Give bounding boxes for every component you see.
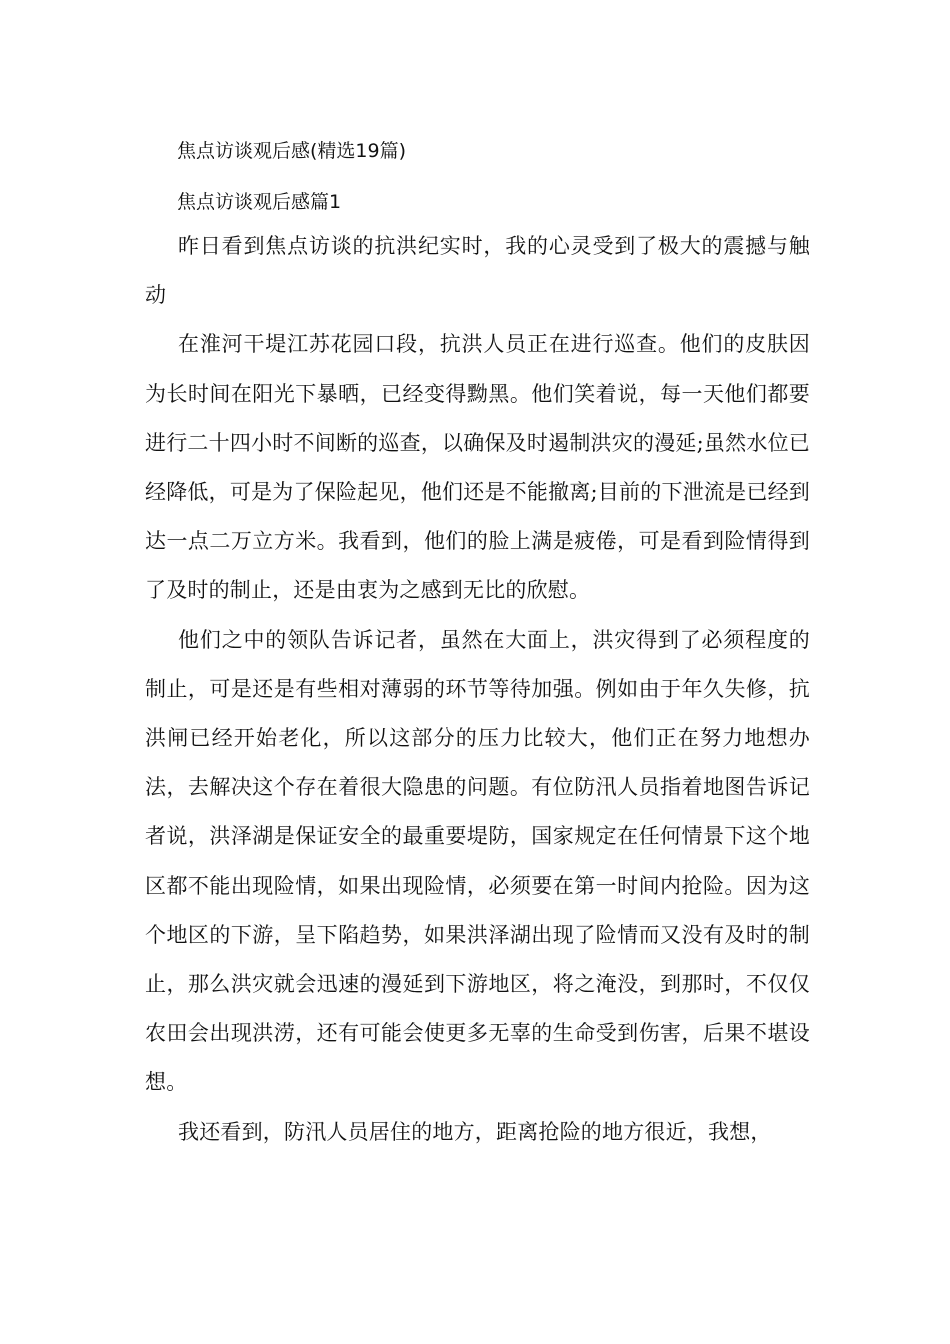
paragraph-3: 他们之中的领队告诉记者，虽然在大面上，洪灾得到了必须程度的制止，可是还是有些相对薄弱的环节等待加强。例如由于年久失修，抗洪闸已经开始老化，所以这部分的压力比较大，他们正在努力地想办法，去解决这个存在着很大隐患的问题。有位防汛人员指着地图告诉记者说，洪泽湖是保证安全的最重要堤防，国家规定在任何情景下这个地区都不能出现险情，如果出现险情，必须要在第一时间内抢险。因为这个地区的下游，呈下陷趋势，如果洪泽湖出现了险情而又没有及时的制止，那么洪灾就会迅速的漫延到下游地区，将之淹没，到那时，不仅仅农田会出现洪涝，还有可能会使更多无辜的生命受到伤害，后果不堪设想。 [145,627,810,1095]
paragraph-2: 在淮河干堤江苏花园口段，抗洪人员正在进行巡查。他们的皮肤因为长时间在阳光下暴晒，已经变得黝黑。他们笑着说，每一天他们都要进行二十四小时不间断的巡查，以确保及时遏制洪灾的漫延;虽然水位已经降低，可是为了保险起见，他们还是不能撤离;目前的下泄流是已经到达一点二万立方米。我看到，他们的脸上满是疲倦，可是看到险情得到了及时的制止，还是由衷为之感到无比的欣慰。 [145,332,810,603]
paragraph-1: 昨日看到焦点访谈的抗洪纪实时，我的心灵受到了极大的震撼与触动 [145,234,810,308]
document-body [145,134,810,1157]
document-title: 焦点访谈观后感(精选19篇) [177,140,407,162]
section-heading: 焦点访谈观后感篇1 [177,191,342,213]
paragraph-4: 我还看到，防汛人员居住的地方，距离抢险的地方很近，我想， [178,1119,772,1144]
